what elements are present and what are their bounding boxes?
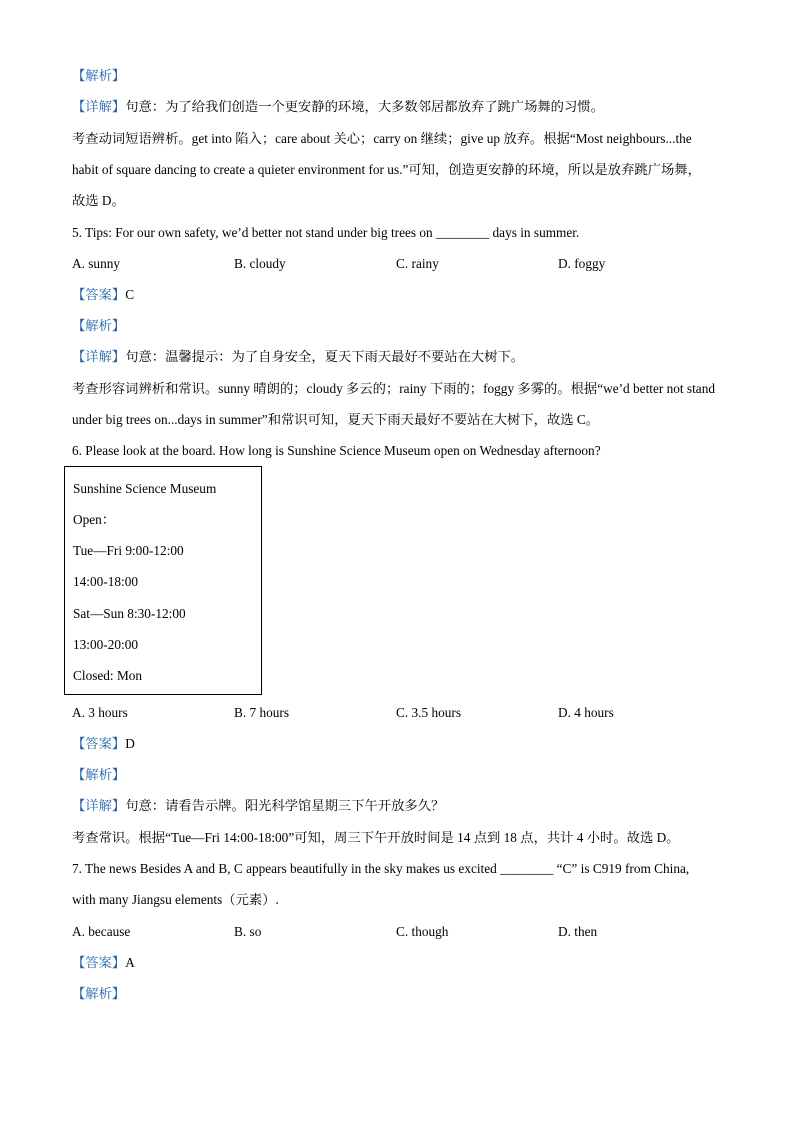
q6-option-a: A. 3 hours xyxy=(72,705,128,720)
detail-text: 句意：为了给我们创造一个更安静的环境，大多数邻居都放弃了跳广场舞的习惯。 xyxy=(125,99,604,114)
analysis-label: 【解析】 xyxy=(72,68,126,83)
q5-option-c: C. rainy xyxy=(396,256,439,271)
detail-label: 【详解】 xyxy=(72,349,126,364)
q6-option-d: D. 4 hours xyxy=(558,705,614,720)
explanation-line: habit of square dancing to create a quieter environment for us.”可知，创造更安静的环境，所以是放弃跳广场舞， xyxy=(72,162,701,177)
question-5: 5. Tips: For our own safety, we’d better not stand under big trees on ________ days in summer. xyxy=(72,225,580,240)
q5-option-a: A. sunny xyxy=(72,256,121,271)
notice-line: Sat—Sun 8:30-12:00 xyxy=(73,606,186,621)
question-7-cont: with many Jiangsu elements（元素）. xyxy=(72,892,279,907)
detail-text: 句意：温馨提示：为了自身安全，夏天下雨天最好不要站在大树下。 xyxy=(125,349,525,364)
detail-label: 【详解】 xyxy=(72,99,126,114)
answer-value: D xyxy=(125,736,135,751)
detail-line xyxy=(72,797,444,815)
analysis-label: 【解析】 xyxy=(72,986,126,1001)
detail-text: 句意：请看告示牌。阳光科学馆星期三下午开放多久？ xyxy=(125,798,445,813)
q7-option-b: B. so xyxy=(234,924,262,939)
analysis-label: 【解析】 xyxy=(72,318,126,333)
q6-option-b: B. 7 hours xyxy=(234,705,290,720)
explanation-line: under big trees on...days in summer”和常识可知，夏天下雨天最好不要站在大树下，故选 C。 xyxy=(72,412,600,427)
answer-line xyxy=(72,735,135,753)
question-7: 7. The news Besides A and B, C appears beautifully in the sky makes us excited ________ “C” is C919 from China, xyxy=(72,861,690,876)
answer-label: 【答案】 xyxy=(72,736,126,751)
museum-notice-board xyxy=(64,466,262,695)
notice-line: 13:00-20:00 xyxy=(73,637,139,652)
notice-line: 14:00-18:00 xyxy=(73,574,139,589)
detail-line xyxy=(72,348,524,366)
notice-line: Closed: Mon xyxy=(73,668,143,683)
q7-option-a: A. because xyxy=(72,924,131,939)
answer-value: C xyxy=(125,287,135,302)
explanation-line: 考查动词短语辨析。get into 陷入；care about 关心；carry on 继续；give up 放弃。根据“Most neighbours...the xyxy=(72,131,692,146)
q5-option-d: D. foggy xyxy=(558,256,606,271)
answer-label: 【答案】 xyxy=(72,955,126,970)
explanation-line: 考查形容词辨析和常识。sunny 晴朗的；cloudy 多云的；rainy 下雨的；foggy 多雾的。根据“we’d better not stand xyxy=(72,381,715,396)
analysis-label: 【解析】 xyxy=(72,767,126,782)
answer-value: A xyxy=(125,955,135,970)
detail-line xyxy=(72,98,604,116)
detail-label: 【详解】 xyxy=(72,798,126,813)
q6-option-c: C. 3.5 hours xyxy=(396,705,462,720)
explanation-line: 故选 D。 xyxy=(72,193,125,208)
q7-option-c: C. though xyxy=(396,924,449,939)
explanation-line: 考查常识。根据“Tue—Fri 14:00-18:00”可知，周三下午开放时间是 14 点到 18 点，共计 4 小时。故选 D。 xyxy=(72,830,680,845)
notice-line: Sunshine Science Museum xyxy=(73,481,217,496)
notice-line: Open： xyxy=(73,512,116,527)
q5-option-b: B. cloudy xyxy=(234,256,286,271)
answer-label: 【答案】 xyxy=(72,287,126,302)
question-6: 6. Please look at the board. How long is Sunshine Science Museum open on Wednesday afternoon? xyxy=(72,443,601,458)
answer-line xyxy=(72,286,134,304)
answer-line xyxy=(72,954,135,972)
q7-option-d: D. then xyxy=(558,924,598,939)
notice-line: Tue—Fri 9:00-12:00 xyxy=(73,543,184,558)
